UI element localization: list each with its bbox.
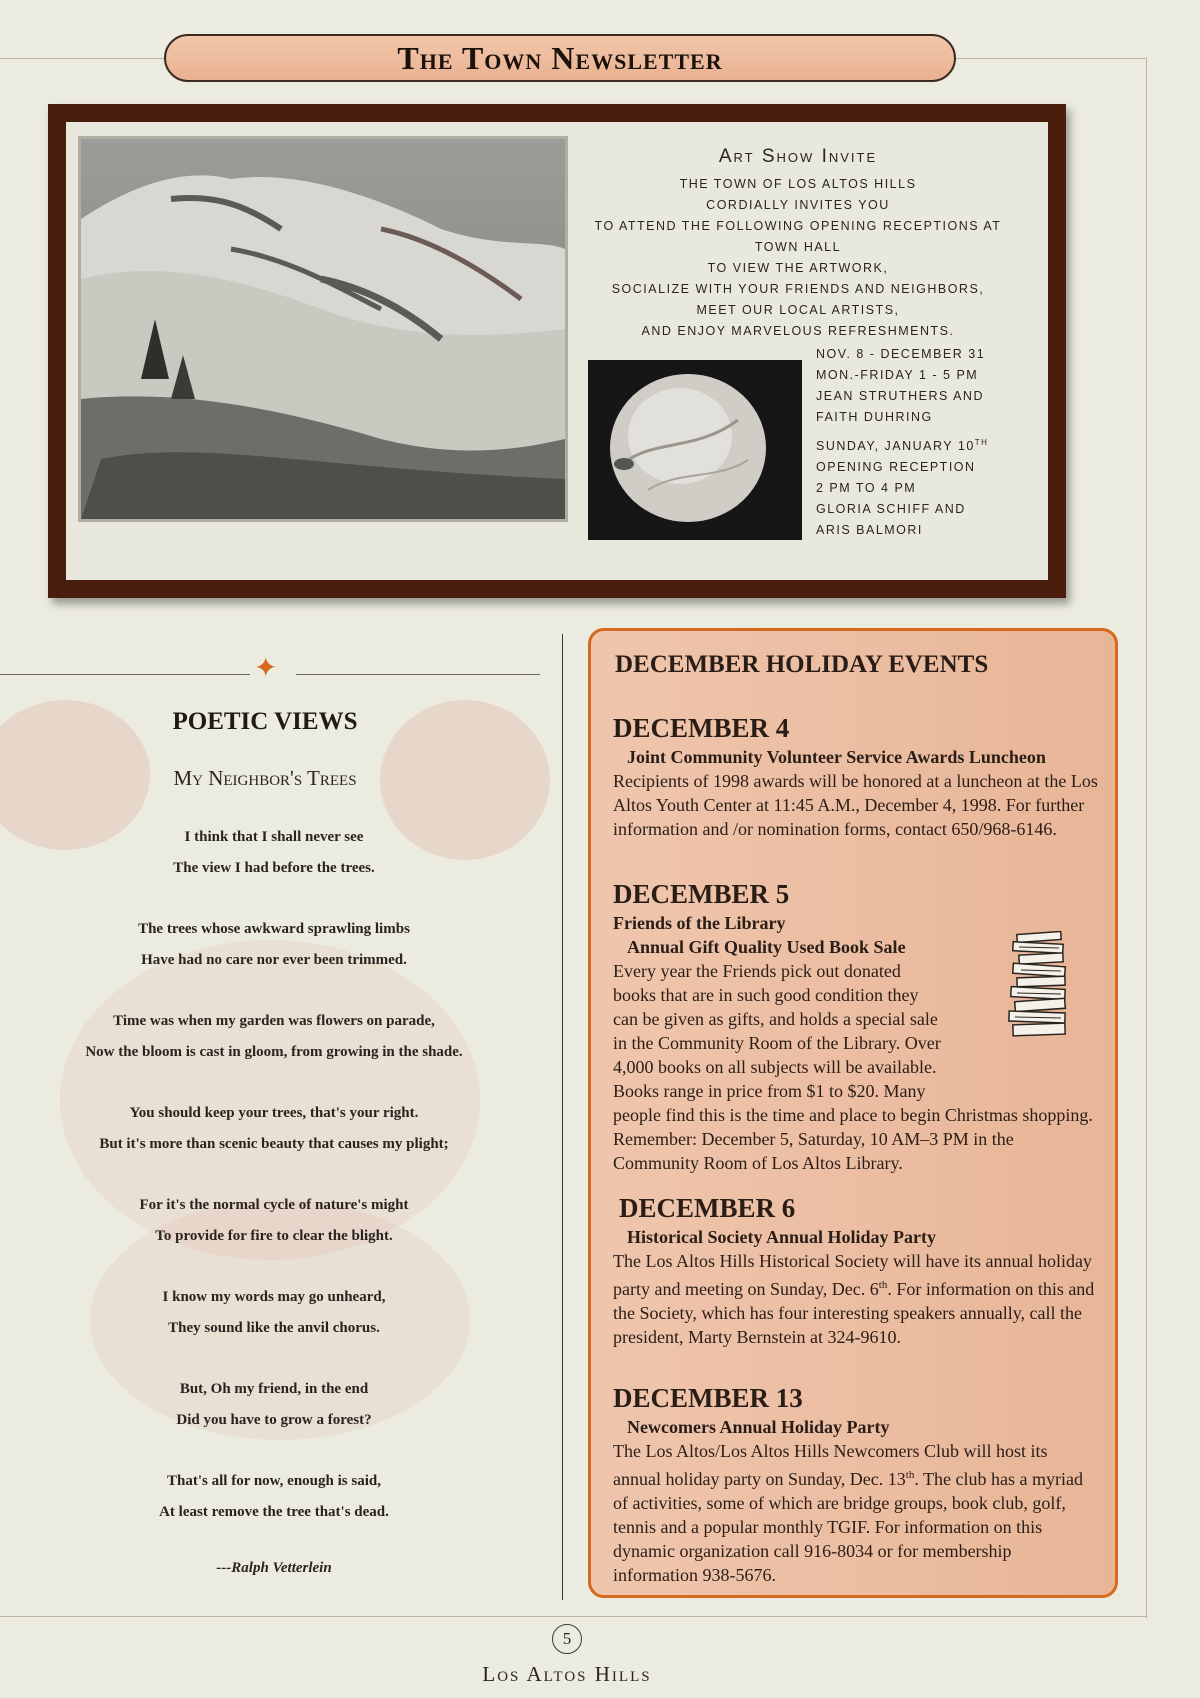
poem-line: For it's the normal cycle of nature's might (139, 1197, 409, 1213)
column-divider (562, 634, 563, 1600)
event-body-line: can be given as gifts, and holds a special sale (613, 1009, 938, 1029)
schedule-line: OPENING RECEPTION (816, 460, 976, 475)
event-body-rest: people find this is the time and place to begin Christmas shopping. Remember: December 5, Saturday, 10 AM–3 PM in the Community Room of Los Altos Library. (613, 1105, 1093, 1173)
poem-line: But, Oh my friend, in the end (179, 1381, 369, 1397)
holiday-events-panel (588, 628, 1118, 1598)
reception-date-text: SUNDAY, JANUARY 10 (816, 439, 975, 454)
invite-line: TOWN HALL (754, 240, 842, 254)
event-body-line: 4,000 books on all subjects will be available. (613, 1057, 937, 1077)
page-number: 5 (552, 1624, 582, 1654)
date-suffix: th (905, 1469, 915, 1481)
stanza (0, 1466, 548, 1528)
event-body-text: . The club has a myriad of activities, some of which are bridge groups, book club, golf, tennis and a popular monthly TGIF. For information on this dynamic organization call 916-8034 or for membership information 938-5676. (613, 1469, 1083, 1585)
invite-line: AND ENJOY MARVELOUS REFRESHMENTS. (641, 324, 955, 338)
stanza (0, 1190, 548, 1252)
footer-town-name: Los Altos Hills (482, 1662, 652, 1686)
poem-line: Now the bloom is cast in gloom, from growing in the shade. (85, 1044, 463, 1060)
poem-line: The view I had before the trees. (173, 860, 375, 876)
schedule-line: GLORIA SCHIFF AND (816, 502, 966, 517)
invite-line: TO ATTEND THE FOLLOWING OPENING RECEPTIONS AT (594, 219, 1002, 233)
event-dec4 (613, 711, 1099, 841)
landscape-painting (78, 136, 568, 522)
event-date: DECEMBER 5 (613, 879, 790, 909)
stanza (0, 822, 548, 884)
event-title: Joint Community Volunteer Service Awards Luncheon (627, 747, 1046, 767)
event-title: Historical Society Annual Holiday Party (627, 1227, 936, 1247)
event-body-line: in the Community Room of the Library. Over (613, 1033, 941, 1053)
event-date: DECEMBER 4 (613, 713, 790, 743)
poem-line: I think that I shall never see (184, 829, 364, 845)
poem-line: Time was when my garden was flowers on parade, (113, 1013, 435, 1029)
bottom-rule (0, 1616, 1146, 1617)
stanza (0, 1006, 548, 1068)
schedule-line: JEAN STRUTHERS AND (816, 389, 984, 403)
poem-line: You should keep your trees, that's your right. (129, 1105, 419, 1121)
invite-line: SOCIALIZE WITH YOUR FRIENDS AND NEIGHBORS, (611, 282, 985, 296)
poem-line: That's all for now, enough is said, (167, 1473, 381, 1489)
event-body-text: The Los Altos Hills Historical Society will have its annual holiday party and meeting on Sunday, Dec. 6 (613, 1251, 1092, 1299)
event-date: DECEMBER 6 (619, 1193, 796, 1223)
poem-line: To provide for fire to clear the blight. (155, 1228, 393, 1244)
poem-line: Have had no care nor ever been trimmed. (141, 952, 407, 968)
poem-divider-right (296, 674, 540, 675)
poem-line: Did you have to grow a forest? (176, 1412, 372, 1428)
event-body (613, 1439, 1099, 1587)
newsletter-banner (164, 34, 956, 82)
event-body-text: . For information on this and the Society, which has four interesting speakers annually, call the president, Marty Bernstein at 324-9610. (613, 1279, 1095, 1347)
poem-line: They sound like the anvil chorus. (168, 1320, 380, 1336)
poem-body (0, 822, 548, 1558)
sculpture-photo (588, 360, 802, 540)
poem-author: ---Ralph Vetterlein (216, 1560, 332, 1576)
top-rule-right (956, 58, 1146, 59)
event-body-line: books that are in such good condition they (613, 985, 919, 1005)
right-margin-rule (1146, 58, 1147, 1618)
stanza (0, 1374, 548, 1436)
star-ornament-icon: ✦ (254, 651, 278, 684)
poem-line: I know my words may go unheard, (162, 1289, 386, 1305)
exhibit-schedule (816, 344, 1046, 541)
poem-divider-left (0, 674, 250, 675)
event-dec13 (613, 1381, 1099, 1587)
event-title: Newcomers Annual Holiday Party (627, 1417, 890, 1437)
schedule-line: NOV. 8 - DECEMBER 31 (816, 347, 986, 361)
event-title: Friends of the Library (613, 913, 786, 933)
art-show-heading: Art Show Invite (718, 146, 878, 167)
event-body-text: The Los Altos/Los Altos Hills Newcomers Club will host its annual holiday party on Sunday, Dec. 13 (613, 1441, 1048, 1489)
schedule-line: FAITH DUHRING (816, 410, 933, 424)
top-rule-left (0, 58, 164, 59)
stanza (0, 1282, 548, 1344)
event-dec6 (613, 1191, 1099, 1349)
stanza (0, 1098, 548, 1160)
art-show-frame (48, 104, 1066, 598)
schedule-line: 2 PM TO 4 PM (816, 481, 917, 496)
section-title: POETIC VIEWS (172, 708, 358, 735)
date-suffix: th (878, 1279, 888, 1291)
event-date: DECEMBER 13 (613, 1383, 803, 1413)
event-subtitle: Annual Gift Quality Used Book Sale (627, 937, 906, 957)
invite-line: THE TOWN OF LOS ALTOS HILLS (679, 177, 917, 191)
poem-line: At least remove the tree that's dead. (159, 1504, 389, 1520)
invite-line: TO VIEW THE ARTWORK, (707, 261, 889, 275)
book-stack-icon (1007, 931, 1077, 1039)
invite-line: CORDIALLY INVITES YOU (706, 198, 890, 212)
art-show-panel (66, 122, 1048, 580)
events-heading: DECEMBER HOLIDAY EVENTS (615, 651, 989, 678)
poem-title: My Neighbor's Trees (173, 766, 357, 790)
schedule-line: ARIS BALMORI (816, 523, 923, 538)
schedule-line: MON.-FRIDAY 1 - 5 PM (816, 368, 979, 382)
invite-line: MEET OUR LOCAL ARTISTS, (696, 303, 900, 317)
stanza (0, 914, 548, 976)
invite-text (566, 174, 1030, 342)
poem-line: But it's more than scenic beauty that causes my plight; (99, 1136, 449, 1152)
event-body-line: Every year the Friends pick out donated (613, 961, 901, 981)
newsletter-title: The Town Newsletter (397, 39, 723, 76)
reception-date (816, 432, 1046, 457)
event-body (613, 1249, 1099, 1349)
event-body-line: Books range in price from $1 to $20. Many (613, 1081, 926, 1101)
poem-line: The trees whose awkward sprawling limbs (138, 921, 410, 937)
reception-date-suffix: TH (974, 438, 989, 447)
event-body: Recipients of 1998 awards will be honored at a luncheon at the Los Altos Youth Center at 11:45 A.M., December 4, 1998. For further information and /or nomination forms, contact 650/968-6146. (613, 771, 1098, 839)
